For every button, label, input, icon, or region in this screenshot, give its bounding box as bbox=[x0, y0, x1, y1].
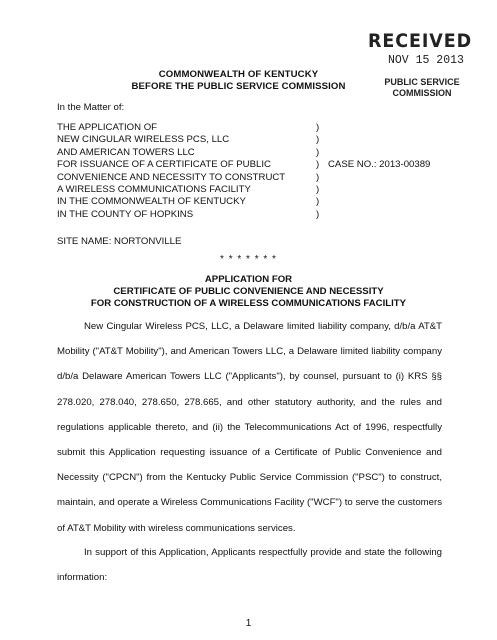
paren: ) bbox=[316, 184, 320, 196]
paragraph-line: d/b/a Delaware American Towers LLC ("Applicants"), by counsel, pursuant to (i) KRS §§ bbox=[57, 371, 442, 383]
site-name: SITE NAME: NORTONVILLE bbox=[57, 236, 182, 247]
case-number: CASE NO.: 2013-00389 bbox=[328, 159, 431, 170]
caption-line: AND AMERICAN TOWERS LLC bbox=[57, 146, 195, 158]
paragraph-line: information: bbox=[57, 572, 108, 584]
paragraph-line: of AT&T Mobility with wireless communications services. bbox=[57, 522, 296, 534]
paragraph-line: In support of this Application, Applicants respectfully provide and state the following bbox=[84, 547, 442, 558]
caption-line: CONVENIENCE AND NECESSITY TO CONSTRUCT bbox=[57, 171, 286, 183]
paragraph-support bbox=[57, 540, 442, 590]
caption-line: A WIRELESS COMMUNICATIONS FACILITY bbox=[57, 184, 251, 196]
separator-stars: * * * * * * * bbox=[220, 254, 277, 265]
paren: ) bbox=[316, 159, 320, 171]
document-title: FOR CONSTRUCTION OF A WIRELESS COMMUNICATIONS FACILITY bbox=[90, 298, 407, 309]
paren: ) bbox=[316, 122, 320, 133]
paren: ) bbox=[316, 134, 320, 146]
caption-line: NEW CINGULAR WIRELESS PCS, LLC bbox=[57, 134, 230, 146]
paragraph-line: maintain, and operate a Wireless Communications Facility ("WCF") to serve the customers bbox=[57, 497, 442, 509]
caption-line: IN THE COUNTY OF HOPKINS bbox=[57, 208, 194, 220]
case-caption bbox=[57, 122, 285, 221]
caption-line: IN THE COMMONWEALTH OF KENTUCKY bbox=[57, 196, 246, 208]
paragraph-line: Mobility ("AT&T Mobility"), and American Towers LLC, a Delaware limited liability company bbox=[57, 346, 442, 358]
agency-stamp-line: COMMISSION bbox=[392, 88, 452, 98]
document-title: APPLICATION FOR bbox=[204, 274, 293, 285]
paren: ) bbox=[316, 146, 320, 158]
received-stamp: RECEIVED bbox=[368, 30, 473, 52]
paren: ) bbox=[316, 196, 320, 208]
paragraph-line: submit this Application requesting issuance of a Certificate of Public Convenience and bbox=[57, 447, 442, 459]
paragraph-line: 278.020, 278.040, 278.650, 278.665, and other statutory authority, and the rules and bbox=[57, 396, 442, 408]
paragraph-line: New Cingular Wireless PCS, LLC, a Delaware limited liability company, d/b/a AT&T bbox=[84, 321, 442, 332]
received-date-stamp: NOV 15 2013 bbox=[388, 54, 464, 67]
page-number: 1 bbox=[245, 618, 252, 629]
caption-line: THE APPLICATION OF bbox=[57, 122, 158, 133]
caption-parentheses bbox=[316, 122, 319, 221]
header-commission: BEFORE THE PUBLIC SERVICE COMMISSION bbox=[131, 81, 346, 92]
paragraph-line: Necessity ("CPCN") from the Kentucky Public Service Commission ("PSC") to construct, bbox=[57, 472, 442, 484]
paragraph-introduction bbox=[57, 314, 442, 541]
document-title: CERTIFICATE OF PUBLIC CONVENIENCE AND NECESSITY bbox=[113, 286, 384, 297]
header-commonwealth: COMMONWEALTH OF KENTUCKY bbox=[158, 69, 319, 80]
caption-line: FOR ISSUANCE OF A CERTIFICATE OF PUBLIC bbox=[57, 159, 271, 171]
paren: ) bbox=[316, 171, 320, 183]
agency-stamp-line: PUBLIC SERVICE bbox=[384, 77, 460, 87]
matter-label: In the Matter of: bbox=[57, 102, 125, 113]
paren: ) bbox=[316, 208, 320, 220]
paragraph-line: regulations applicable thereto, and (ii) the Telecommunications Act of 1996, respectfully bbox=[57, 421, 442, 433]
